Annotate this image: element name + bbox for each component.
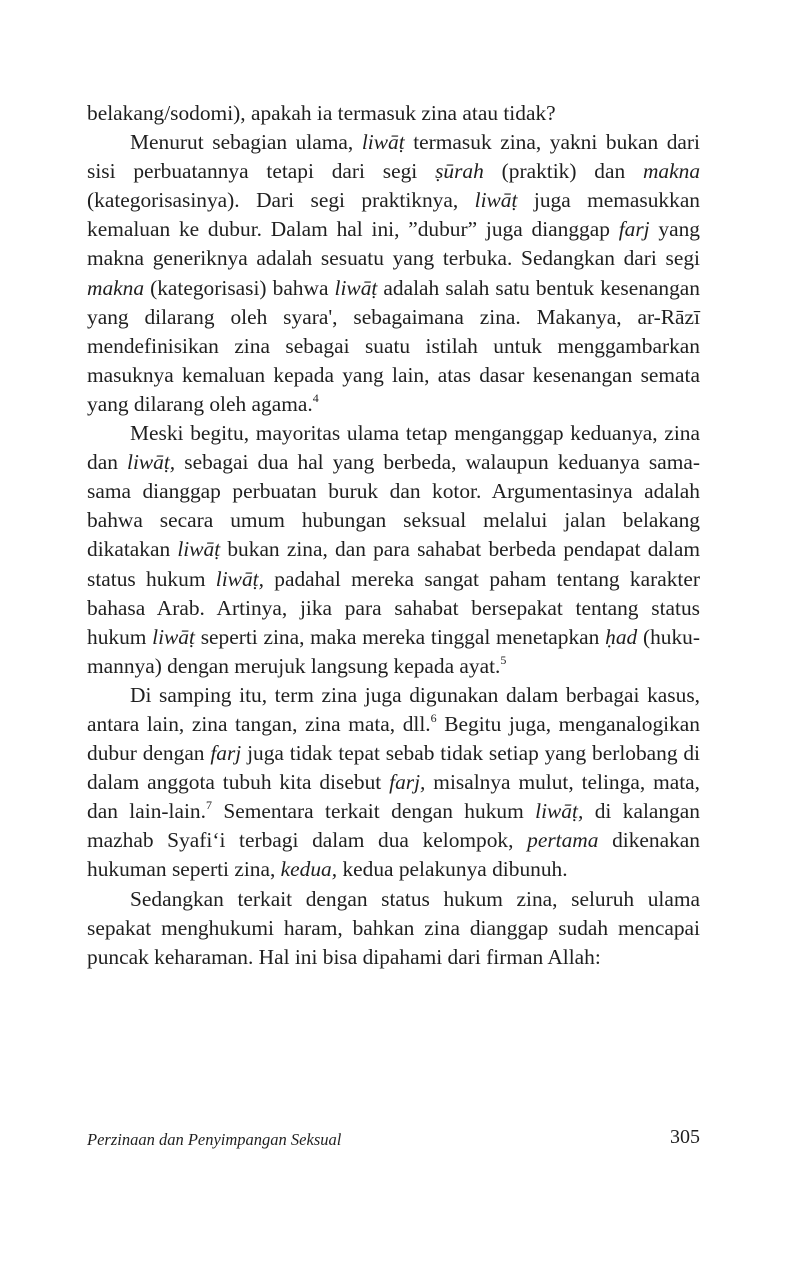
italic-term: ḥad <box>605 624 638 649</box>
text-run: Sedangkan terkait dengan status hukum zina, seluruh ulama sepakat menghukumi haram, bahkan zina dianggap sudah mencapai puncak keharaman. Hal ini bisa dipahami dari firman Allah: <box>87 886 700 969</box>
italic-term: farj <box>210 741 242 766</box>
italic-term: liwāṭ <box>361 130 405 155</box>
italic-term: makna <box>642 159 701 184</box>
text-run: adalah salah satu bentuk kesenangan yang dilarang oleh syara', sebagaimana zina. Makanya, ar-Rāzī mendefinisikan zina sebagai suatu istilah untuk menggambarkan masuknya kemaluan kepada yang lain, atas dasar kesenangan semata yang dilarang oleh agama. <box>87 275 700 416</box>
italic-term: pertama <box>527 828 599 853</box>
text-run: seperti zina, maka mereka tinggal menetapkan <box>194 624 606 649</box>
text-run: Meski begitu, mayoritas ulama tetap menganggap keduanya, zina dan <box>87 421 700 475</box>
paragraph <box>87 419 700 681</box>
italic-term: liwāṭ <box>177 537 221 562</box>
italic-term: liwāṭ <box>474 188 518 213</box>
text-run: Sementara terkait dengan hukum <box>211 799 536 824</box>
italic-term: liwāṭ, <box>535 799 584 824</box>
paragraph <box>87 128 700 419</box>
text-run: Di samping itu, term zina juga digunakan dalam berbagai kasus, antara lain, zina tangan, zina mata, dll. <box>87 682 700 736</box>
text-run: Begitu juga, menganalogikan dubur dengan <box>87 711 700 766</box>
text-run: di kalangan mazhab Syafi‘i terbagi dalam dua kelompok, <box>87 799 700 853</box>
paragraph <box>87 681 700 885</box>
text-run: kedua pelakunya dibunuh. <box>337 857 568 882</box>
text-run: belakang/sodomi), apakah ia termasuk zina atau tidak? <box>87 101 556 125</box>
italic-term: farj, <box>389 770 426 795</box>
text-run: juga tidak tepat sebab tidak setiap yang berlobang di dalam anggota tubuh kita disebut <box>87 741 700 795</box>
running-title: Perzinaan dan Penyimpangan Seksual <box>87 1130 342 1149</box>
italic-term: liwāṭ <box>334 275 378 300</box>
text-run: (kategorisasinya). Dari segi praktiknya, <box>87 188 475 213</box>
italic-term: farj <box>618 217 650 242</box>
text-run: padahal mereka sangat paham tentang karakter bahasa Arab. Artinya, jika para sahabat bersepakat tentang status hukum <box>87 566 700 649</box>
italic-term: makna <box>87 275 145 300</box>
italic-term: liwāṭ, <box>215 566 264 591</box>
text-run: juga memasukkan kemaluan ke dubur. Dalam hal ini, ”dubur” juga dianggap <box>87 188 701 242</box>
italic-term: ṣūrah <box>435 159 484 184</box>
text-run: (kategorisasi) bahwa <box>144 275 335 300</box>
page-number: 305 <box>670 1126 700 1148</box>
text-run: misalnya mulut, telinga, mata, dan lain-lain. <box>87 770 700 824</box>
footnote-marker: 6 <box>430 710 437 725</box>
paragraph <box>87 885 700 972</box>
footnote-marker: 7 <box>205 798 212 813</box>
body-text <box>87 99 700 972</box>
text-run: (hukumannya) dengan merujuk langsung kepada ayat. <box>87 624 700 678</box>
paragraph <box>87 99 700 128</box>
text-run: (praktik) dan <box>483 159 643 184</box>
text-run: bukan zina, dan para sahabat berbeda pendapat dalam status hukum <box>87 537 701 591</box>
text-run: termasuk zina, yakni bukan dari sisi perbuatannya tetapi dari segi <box>87 130 700 184</box>
footnote-marker: 5 <box>500 652 507 667</box>
italic-term: kedua, <box>280 857 338 882</box>
text-run: sebagai dua hal yang berbeda, walaupun keduanya sama-sama dianggap perbuatan buruk dan kotor. Argumentasinya adalah bahwa secara umum hubungan seksual melalui jalan belakang dikatakan <box>87 450 700 562</box>
text-run: yang makna generiknya adalah sesuatu yang terbuka. Sedangkan dari segi <box>87 217 700 271</box>
italic-term: liwāṭ <box>152 624 195 649</box>
page-footer <box>87 1126 700 1156</box>
text-run: Menurut sebagian ulama, <box>130 130 362 155</box>
footnote-marker: 4 <box>312 390 319 405</box>
text-run: dikenakan hukuman seperti zina, <box>87 828 700 882</box>
italic-term: liwāṭ, <box>127 450 176 475</box>
